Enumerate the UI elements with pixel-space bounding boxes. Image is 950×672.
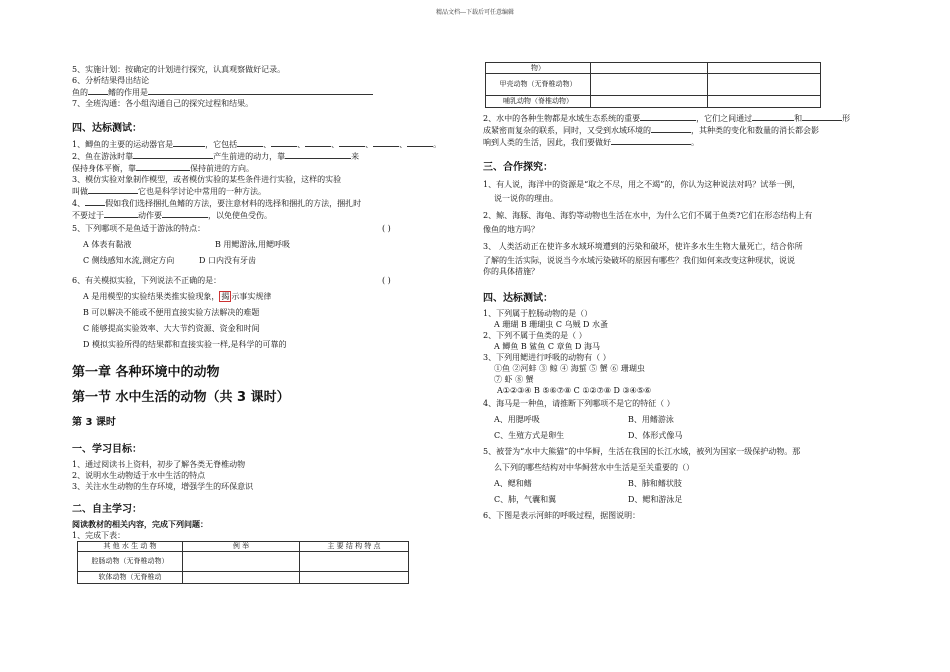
fill-table-instruction: 1、完成下表： bbox=[72, 531, 126, 540]
blank[interactable] bbox=[133, 150, 213, 159]
coop-title: 三、合作探究： bbox=[483, 162, 553, 173]
test-title: 四、达标测试： bbox=[72, 123, 142, 134]
goal-item: 2、说明水生动物适于水中生活的特点 bbox=[72, 471, 206, 480]
test-q1: 1、下列属于腔肠动物的是（） bbox=[483, 309, 593, 318]
rq2-text-f: ，其种类的变化和数量的消长都会影 bbox=[691, 126, 819, 135]
blank[interactable] bbox=[88, 86, 108, 95]
blank[interactable] bbox=[88, 185, 138, 194]
q2-text-d: 保持身体平衡，靠 bbox=[72, 164, 136, 173]
blank[interactable] bbox=[373, 138, 399, 147]
rq2-text-g: 响到人类的生活，因此，我们要做好 bbox=[483, 138, 611, 147]
lesson-title: 第 3 课时 bbox=[72, 417, 116, 428]
blank[interactable] bbox=[305, 138, 331, 147]
highlighted-char: 揭 bbox=[221, 292, 230, 301]
step-6-text-a: 鱼的 bbox=[72, 88, 88, 97]
blank[interactable] bbox=[271, 138, 297, 147]
q1-text: 1、鲫鱼的主要的运动器官是 bbox=[72, 140, 174, 149]
table-cell[interactable] bbox=[708, 96, 821, 108]
test-q2-options[interactable]: A 鲫鱼 B 鲨鱼 C 章鱼 D 海马 bbox=[494, 342, 600, 351]
rq2-text-d: 形 bbox=[842, 114, 851, 123]
blank[interactable] bbox=[651, 124, 691, 133]
q6-option-a[interactable] bbox=[72, 289, 472, 305]
q5-option-a[interactable]: A 体表有黏液 bbox=[83, 240, 132, 249]
table-cell[interactable] bbox=[708, 63, 821, 74]
q3-text-c: 它也是科学讨论中常用的一种方法。 bbox=[138, 187, 266, 196]
table-header: 其 他 水 生 动 物 bbox=[78, 542, 183, 552]
table-header: 例 举 bbox=[183, 542, 300, 552]
t4-option-d[interactable]: D、体形式像马 bbox=[628, 431, 683, 440]
test-q4: 4、海马是一种鱼，请推断下列哪项不是它的特征（ ） bbox=[483, 399, 675, 408]
q4-text-d: 动作要 bbox=[138, 211, 162, 220]
animal-table-left bbox=[77, 541, 409, 584]
question-2-cont bbox=[72, 162, 472, 174]
blank[interactable] bbox=[237, 138, 263, 147]
test-q4-options-row-2 bbox=[483, 428, 883, 444]
t5-option-c[interactable]: C、肺，气囊和翼 bbox=[494, 495, 557, 504]
q5-options-row-2 bbox=[72, 253, 472, 269]
test-q3-options[interactable]: A①②③④ B ⑤⑥⑦⑧ C ①②⑦⑧ D ③④⑤⑥ bbox=[497, 386, 652, 395]
q2-text-c: 来 bbox=[351, 152, 360, 161]
rq2-line-3 bbox=[483, 136, 883, 148]
self-study-title: 二、自主学习： bbox=[72, 504, 142, 515]
t4-option-a[interactable]: A、用腮呼吸 bbox=[494, 415, 540, 424]
right-test-title: 四、达标测试： bbox=[483, 293, 553, 304]
step-6: 6、分析结果得出结论 bbox=[72, 76, 150, 85]
q6-answer-paren[interactable]: ( ) bbox=[382, 276, 391, 285]
q6-option-b[interactable]: B 可以解决不能或不便用直接实验方法解决的难题 bbox=[83, 308, 260, 317]
q2-text-e: 保持前进的方向。 bbox=[190, 164, 254, 173]
blank[interactable] bbox=[611, 136, 691, 145]
test-q1-options[interactable]: A 珊瑚 B 珊瑚虫 C 乌贼 D 水蚤 bbox=[494, 320, 608, 329]
q5-option-c[interactable]: C 侧线感知水流,测定方向 bbox=[83, 256, 175, 265]
question-4 bbox=[72, 197, 472, 209]
table-row-label: 腔肠动物（无脊椎动物） bbox=[78, 552, 183, 572]
right-column bbox=[483, 58, 883, 524]
q6-option-c[interactable]: C 能够提高实验效率、大大节约资源、资金和时间 bbox=[83, 324, 260, 333]
rq2-line-1 bbox=[483, 112, 883, 124]
blank[interactable] bbox=[85, 197, 105, 206]
blank[interactable] bbox=[752, 112, 794, 121]
goal-item: 3、关注水生动物的生存环境，增强学生的环保意识 bbox=[72, 482, 254, 491]
table-cell[interactable] bbox=[591, 63, 708, 74]
q6-option-a-rest: 示事实规律 bbox=[231, 292, 272, 301]
rq2-text-b: ，它们之间通过 bbox=[696, 114, 753, 123]
goal-item: 1、通过阅读书上资料，初步了解各类无脊椎动物 bbox=[72, 460, 246, 469]
q2-text-b: 产生前进的动力，靠 bbox=[213, 152, 286, 161]
q4-text-b: 假如我们选择捆扎鱼鳍的方法，要注意材料的选择和捆扎的方法，捆扎时 bbox=[105, 199, 362, 208]
test-q5-options-row-2 bbox=[483, 492, 883, 508]
t5-option-b[interactable]: B、肺和鳍状肢 bbox=[628, 479, 682, 488]
step-6-fill bbox=[72, 86, 472, 98]
q4-text-e: ，以免使鱼受伤。 bbox=[208, 211, 272, 220]
read-instruction: 阅读教材的相关内容，完成下列问题： bbox=[72, 520, 208, 529]
section-title: 第一节 水中生活的动物（共 3 课时） bbox=[72, 390, 290, 405]
step-6-text-b: 鳍的作用是 bbox=[108, 88, 148, 97]
q6-option-d[interactable]: D 模拟实验所得的结果都和直接实验一样,是科学的可靠的 bbox=[83, 340, 287, 349]
q6-text: 6、有关模拟实验，下列说法不正确的是： bbox=[72, 276, 222, 285]
step-7: 7、全班沟通：各小组沟通自己的探究过程和结果。 bbox=[72, 99, 254, 108]
question-2 bbox=[72, 150, 472, 162]
question-6 bbox=[72, 273, 472, 289]
blank[interactable] bbox=[407, 138, 433, 147]
t4-option-b[interactable]: B、用鳍游泳 bbox=[628, 415, 674, 424]
blank[interactable] bbox=[802, 112, 842, 121]
q5-option-b[interactable]: B 用鳃游泳,用鳃呼吸 bbox=[215, 240, 290, 249]
test-q5: 5、被誉为“水中大熊猫”的中华鲟，生活在我国的长江水域，被列为国家一级保护动物。那 bbox=[483, 447, 801, 456]
table-header: 主 要 结 构 特 点 bbox=[300, 542, 409, 552]
blank[interactable] bbox=[104, 209, 138, 218]
rq2-text-c: 和 bbox=[794, 114, 803, 123]
q5-options-row-1 bbox=[72, 237, 472, 253]
rq2-text-h: 。 bbox=[691, 138, 699, 147]
q3-text-b: 叫做 bbox=[72, 187, 88, 196]
blank[interactable] bbox=[173, 138, 205, 147]
coop-q3-cont: 了解的生活实际，说说当今水域污染破坏的原因有哪些？我们如何来改变这种现状，说说 bbox=[483, 256, 795, 265]
left-column bbox=[72, 40, 472, 584]
table-cell[interactable] bbox=[300, 552, 409, 572]
table-cell[interactable] bbox=[300, 572, 409, 584]
test-q2: 2、下列不属于鱼类的是（ ） bbox=[483, 331, 587, 340]
table-cell[interactable] bbox=[591, 74, 708, 96]
q4-text-a: 4、 bbox=[72, 199, 86, 208]
test-q3-items: ①鱼 ②河蚌 ③ 鲸 ④ 海蜇 ⑤ 蟹 ⑥ 珊瑚虫 bbox=[494, 364, 645, 373]
blank[interactable] bbox=[640, 112, 696, 121]
blank[interactable] bbox=[285, 150, 351, 159]
table-cell[interactable] bbox=[708, 74, 821, 96]
table-row-label: 物） bbox=[486, 63, 591, 74]
question-3-cont bbox=[72, 185, 472, 197]
table-row-label: 哺乳动物（脊椎动物） bbox=[486, 96, 591, 108]
blank[interactable] bbox=[162, 209, 208, 218]
coop-q3-cont: 你的具体措施？ bbox=[483, 267, 539, 276]
question-5 bbox=[72, 221, 472, 237]
coop-q3: 3、 人类活动正在使许多水域环境遭到的污染和破坏，使许多水生生物大量死亡，结合你所 bbox=[483, 242, 803, 251]
chapter-title: 第一章 各种环境中的动物 bbox=[72, 365, 220, 380]
q1-text-b: ，它包括 bbox=[205, 140, 238, 149]
page-header: 精品文档---下载后可任意编辑 bbox=[435, 9, 515, 16]
question-1: 1、鲫鱼的主要的运动器官是 ，它包括 、 、 、 、 、 。 bbox=[72, 140, 442, 149]
q6-option-a-text: A 是用模型的实验结果类推实验现象， bbox=[83, 292, 220, 301]
question-4-cont bbox=[72, 209, 472, 221]
blank[interactable] bbox=[136, 162, 190, 171]
test-q3-items-2: ⑦ 虾 ⑧ 蟹 bbox=[494, 375, 534, 384]
coop-q2-cont: 像鱼的地方吗？ bbox=[483, 225, 539, 234]
coop-q2: 2、鲸、海豚、海龟、海豹等动物也生活在水中，为什么它们不属于鱼类?它们在形态结构上有 bbox=[483, 211, 813, 220]
blank[interactable] bbox=[148, 86, 373, 95]
t5-option-a[interactable]: A、鳃和鳍 bbox=[494, 479, 532, 488]
q5-answer-paren[interactable]: ( ) bbox=[382, 224, 391, 233]
q5-option-d[interactable]: D 口内没有牙齿 bbox=[199, 256, 256, 265]
rq2-line-2 bbox=[483, 124, 883, 136]
test-q5-options-row-1 bbox=[483, 476, 883, 492]
question-3: 3、模仿实验对象制作模型，或者模仿实验的某些条件进行实验，这样的实验 bbox=[72, 175, 342, 184]
table-cell[interactable] bbox=[591, 96, 708, 108]
table-cell[interactable] bbox=[183, 572, 300, 584]
table-row-label: 甲壳动物（无脊椎动物） bbox=[486, 74, 591, 96]
test-q5-cont: 么下列的哪些结构对中华鲟营水中生活是至关重要的（） bbox=[494, 463, 694, 472]
t4-option-c[interactable]: C、生殖方式是卵生 bbox=[494, 431, 565, 440]
blank[interactable] bbox=[339, 138, 365, 147]
coop-q1: 1、有人说，海洋中的资源是“取之不尽，用之不竭”的，你认为这种说法对吗？试举一例， bbox=[483, 180, 801, 189]
animal-table-right bbox=[485, 62, 821, 108]
t5-option-d[interactable]: D、鳃和游泳足 bbox=[628, 495, 683, 504]
coop-q1-cont: 说一说你的理由。 bbox=[494, 194, 558, 203]
step-5: 5、实施计划：按确定的计划进行探究，认真观察做好记录。 bbox=[72, 65, 286, 74]
table-cell[interactable] bbox=[183, 552, 300, 572]
table-row-label: 软体动物（无脊椎动 bbox=[78, 572, 183, 584]
test-q6: 6、下图是表示河蚌的呼吸过程，据图说明： bbox=[483, 511, 641, 520]
q2-text-a: 2、鱼在游泳时靠 bbox=[72, 152, 134, 161]
rq2-text-e: 成紧密而复杂的联系，同时，又受到水域环境的 bbox=[483, 126, 651, 135]
test-q4-options-row-1 bbox=[483, 412, 883, 428]
q5-text: 5、下列哪项不是鱼适于游泳的特点： bbox=[72, 224, 206, 233]
test-q3: 3、下列用鳃进行呼吸的动物有（ ） bbox=[483, 353, 611, 362]
goals-title: 一、学习目标： bbox=[72, 444, 142, 455]
rq2-text-a: 2、水中的各种生物都是水域生态系统的重要 bbox=[483, 114, 641, 123]
q4-text-c: 不要过于 bbox=[72, 211, 104, 220]
